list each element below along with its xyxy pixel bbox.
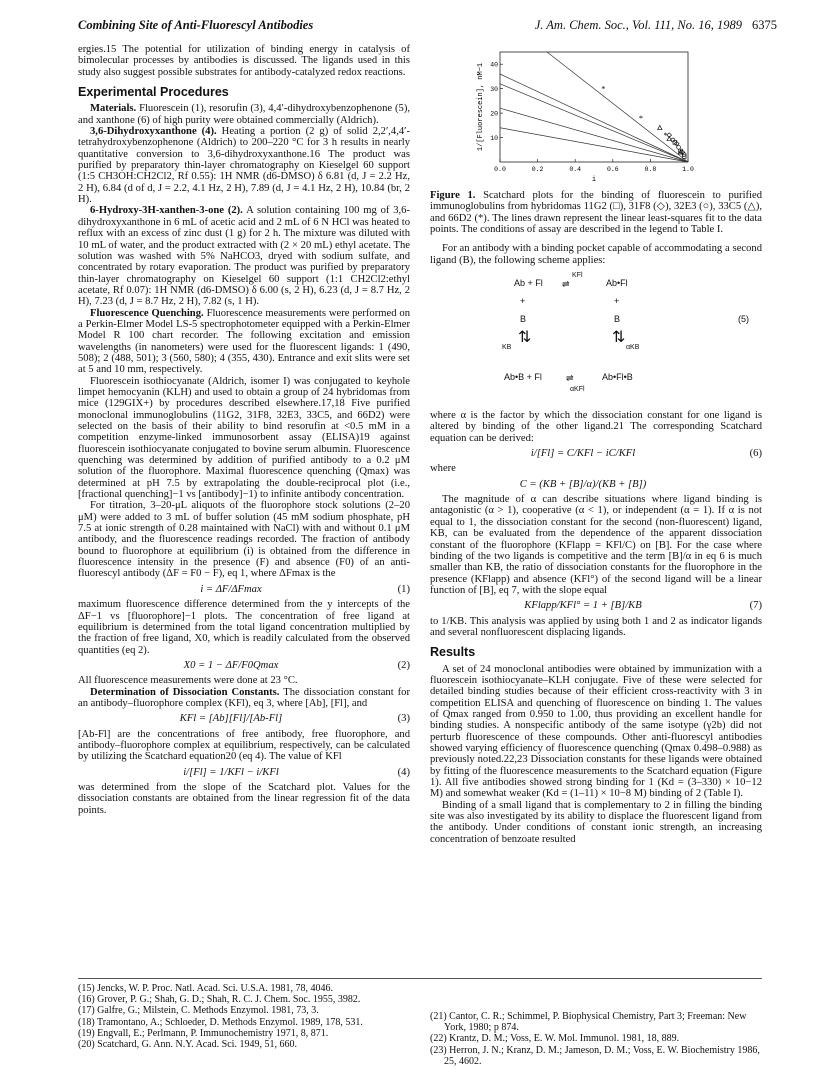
results-paragraph-1: A set of 24 monoclonal antibodies were obtained by immunization with a fluorescein isothiocyanate–KLH conjugate. Five of these were selected for detailed binding studies because of their efficient cross-reactivity with 3 in competition ELISA and quenching of fluorescence on binding 1. The values of Qmax ranged from 0.950 to 1.00, thus providing an excellent handle for binding studies. A nonspecific antibody of the same isotype (γ2b) did not perturb fluorescence of these compounds. Other anti-fluorescyl antibodies showed varying efficiency of fluorescence quenching (Qmax 0.498–0.988) as previously noted.22,23 Dissociation constants for these ligands were obtained by fitting of the fluorescence measurements to the Scatchard equation (Figure 1). All five antibodies showed strong binding for 1 (Kd = (3–330) × 10−12 M) and somewhat weaker (Kd = (1–11) × 10−8 M) binding of 2 (Table I).: [430, 663, 762, 800]
reference-item: (16) Grover, P. G.; Shah, G. D.; Shah, R. C. J. Chem. Soc. 1955, 3982.: [78, 994, 361, 1006]
equation-3: [78, 713, 410, 724]
x-axis-label: i: [591, 176, 597, 184]
data-point-32E3: [677, 145, 681, 149]
scheme-b-left: B: [520, 314, 527, 325]
journal-header: [535, 18, 777, 33]
y-tick-label: 40: [490, 61, 498, 69]
fit-line-32E3: [500, 84, 688, 162]
intro-paragraph: ergies.15 The potential for utilization of binding energy in catalysis of bimolecular processes by antibodies is discussed. The ligands used in this study also suggest possible substrates for antibody-catalyzed redox reactions.: [78, 44, 410, 78]
equation-c-body: C = (KB + [B]/α)/(KB + [B]): [519, 478, 647, 490]
figure-caption: [430, 190, 762, 235]
running-title: Combining Site of Anti-Fluorescyl Antibodies: [78, 18, 314, 32]
reference-item: (20) Scatchard, G. Ann. N.Y. Acad. Sci. 1949, 51, 660.: [78, 1039, 297, 1051]
reference-item: (22) Krantz, D. M.; Voss, E. W. Mol. Immunol. 1981, 18, 889.: [430, 1033, 680, 1045]
after-eq2-paragraph: All fluorescence measurements were done at 23 °C.: [78, 675, 298, 687]
equation-4-body: i/[Fl] = 1/KFl − i/KFl: [183, 766, 279, 778]
scheme-eq-arrow-left: ⇅: [518, 329, 532, 347]
section-heading-experimental: Experimental Procedures: [78, 85, 229, 100]
references-left: [78, 983, 410, 1050]
alpha-paragraph: The magnitude of α can describe situations where ligand binding is antagonistic (α > 1), cooperative (α < 1), or independent (α = 1). If α is not equal to 1, the dissociation constant for the second (non-fluorescent) ligand, KB, can be evaluated from the dependence of the apparent dissociation constant of the fluorophore (KFlapp = KFl/C) on [B]. For the case where binding of the two ligands is competitive and the term [B]/α in eq 6 is much smaller than KB, the ratio of dissociation constants for the fluorophore in the presence (KFlapp) and absence (KFl°) of the second ligand will be a linear function of [B], eq 7, with the slope equal: [430, 494, 762, 596]
dc-heading: Determination of Dissociation Constants.: [90, 686, 280, 698]
dc-text: The dissociation constant for an antibody–fluorophore complex (KFl), eq 3, where [Ab], [Fl], and: [78, 686, 411, 709]
equation-7-number: (7): [749, 600, 762, 612]
equation-2-number: (2): [397, 659, 410, 671]
x-tick-label: 0.0: [494, 166, 506, 173]
equation-1-number: (1): [397, 583, 410, 595]
equation-2-body: X0 = 1 − ΔF/F0Qmax: [183, 659, 279, 671]
references-right: [430, 1011, 762, 1067]
fq-heading: Fluorescence Quenching.: [90, 307, 204, 319]
data-point-33C5: [658, 125, 662, 129]
page-number: 6375: [752, 18, 777, 32]
figure-1: [430, 44, 762, 186]
scheme-b-right: B: [614, 314, 621, 325]
data-point-66D2: *: [601, 84, 606, 94]
equation-4-number: (4): [397, 766, 410, 778]
hxo-heading: 6-Hydroxy-3H-xanthen-3-one (2).: [90, 205, 243, 217]
equation-6-body: i/[Fl] = C/KFl − iC/KFl: [530, 448, 636, 460]
results-paragraph-2: Binding of a small ligand that is complementary to 2 in filling the binding site was also investigated by its ability to displace the fluorescent ligand from the antibody. Under conditions of constant ionic strength, an increasing concentration of benzoate resulted: [430, 799, 762, 845]
journal-citation: J. Am. Chem. Soc., Vol. 111, No. 16, 1989: [534, 18, 742, 32]
right-column: [430, 44, 762, 845]
scheme-plus-left: +: [520, 296, 526, 307]
equation-3-body: KFl = [Ab][Fl]/[Ab-Fl]: [179, 713, 283, 725]
scheme-plus-right: +: [614, 296, 620, 307]
equation-7-body: KFlapp/KFl° = 1 + [B]/KB: [524, 600, 642, 612]
reference-item: (19) Engvall, E.; Perlmann, P. Immunochemistry 1971, 8, 871.: [78, 1027, 329, 1039]
equation-1-body: i = ΔF/ΔFmax: [200, 583, 262, 595]
figure-caption-label: Figure 1.: [430, 190, 476, 201]
dhx-text: Heating a portion (2 g) of solid 2,2′,4,4′-tetrahydroxybenzophenone (Aldrich) to 200–220 °C for 3 h results in nearly quantitative conversion to 3,6-dihydroxyxanthone.16 The product was purified by preparatory thin-layer chromatography on Kieselgel 60 support (1:5 CH3OH:CH2Cl2, Rf 0.55): 1H NMR (d6-DMSO) δ 6.81 (d, J = 2.2 Hz, 2 H), 6.84 (d of d, J = 2.2, 4.1 Hz, 2 H), 7.89 (d, J = 4.1 Hz, 2 H), 10.84 (br, 2 H).: [78, 126, 411, 206]
after-eq3-paragraph: [Ab-Fl] are the concentrations of free antibody, free fluorophore, and antibody–fluorophore complex at equilibrium, respectively, can be calculated by utilizing the Scatchard equation20 (eq 4). The value of KFl: [78, 728, 410, 763]
equation-6-number: (6): [749, 448, 762, 460]
materials-heading: Materials.: [90, 103, 137, 115]
scheme-akfl: αKFl: [570, 386, 585, 394]
hxo-text: A solution containing 100 mg of 3,6-dihydroxyxanthone in 6 mL of acetic acid and 2 mL of 6 N HCl was heated to reflux with an excess of zinc dust (1 g) for 2 h. The mixture was diluted with 10 mL of water, and the product extracted with (2 × 20 mL) ethyl acetate. The solution was washed with 5% NaHCO3, dryed with sodium sulfate, and concentrated by rotary evaporation. The product was purified by preparatory thin-layer chromatography on Kieselgel 60 support (1:1 CH2Cl2:ethyl acetate, Rf 0.07): 1H NMR (d6-DMSO) δ 6.00 (s, 2 H), 6.23 (d, J = 8.7 Hz, 2 H), 7.23 (d, J = 8.7 Hz, 2 H), 7.82 (s, 1 H).: [78, 205, 410, 308]
hxo-paragraph: [78, 205, 410, 307]
scheme-abflb: Ab•Fl•B: [602, 372, 633, 383]
equation-4: [78, 767, 410, 778]
figure-caption-text: Scatchard plots for the binding of fluorescein to purified immunoglobulins from hybridomas 11G2 (□), 31F8 (◇), 32E3 (○), 33C5 (△), and 66D2 (*). The lines drawn represent the linear least-squares fit to the data points. The conditions of assay are described in the legend to Table I.: [430, 190, 762, 236]
reference-item: (17) Galfre, G.; Milstein, C. Methods Enzymol. 1981, 73, 3.: [78, 1005, 319, 1017]
reference-item: (18) Tramontano, A.; Schloeder, D. Methods Enzymol. 1989, 178, 531.: [78, 1016, 363, 1028]
dc-paragraph: [78, 687, 410, 710]
fq-text: Fluorescence measurements were performed on a Perkin-Elmer Model LS-5 spectrophotometer equipped with a Perkin-Elmer Model R 100 chart recorder. The following excitation and emission wavelengths (in nanometers) were used for the fluorescent ligands: 1 (490, 508); 2 (488, 501); 3 (560, 580); 4 (355, 430). Entrance and exit slits were set at 5 and 10 mm, respectively.: [78, 307, 410, 376]
after-eq4-paragraph: was determined from the slope of the Scatchard plot. Values for the dissociation constants are obtained from the linear regression fit of the data points.: [78, 781, 410, 816]
equation-3-number: (3): [397, 713, 410, 725]
y-tick-label: 20: [490, 110, 498, 118]
x-tick-label: 1.0: [682, 166, 694, 173]
materials-text: Fluorescein (1), resorufin (3), 4,4′-dihydroxybenzophenone (5), and xanthone (6) of high purity were obtained commercially (Aldrich).: [78, 103, 410, 126]
plot-frame: [500, 52, 688, 162]
fq-paragraph: [78, 308, 410, 376]
binding-scheme: [430, 272, 762, 404]
equation-6: [430, 448, 762, 459]
scheme-abfl: Ab•Fl: [606, 278, 628, 289]
data-point-66D2: *: [639, 114, 643, 123]
dhx-heading: 3,6-Dihydroxyxanthone (4).: [90, 126, 217, 138]
equation-2: [78, 660, 410, 671]
fit-line-31F8: [500, 108, 688, 162]
scheme-abb-fl: Ab•B + Fl: [504, 372, 542, 383]
footnote-divider: [78, 978, 762, 979]
scheme-akb: αKB: [626, 344, 640, 352]
scatchard-chart: [430, 44, 762, 186]
after-eq1-paragraph: maximum fluorescence difference determined from the y intercepts of the ΔF−1 vs [fluorophore]−1 plots. The concentration of free ligand at equilibrium is determined from the total ligand concentration multiplied by the fraction of free ligand, X0, which is readily calculated from the observed quantities (eq 2).: [78, 599, 410, 656]
scheme-ab-fl: Ab + Fl: [514, 278, 543, 289]
y-axis-label: 1/[Fluorescein], nM−1: [477, 62, 485, 152]
scheme-eq-arrow-right: ⇅: [612, 329, 626, 347]
x-tick-label: 0.2: [531, 166, 544, 173]
scheme-eq-arrow-top: ⇌: [562, 279, 570, 290]
reference-item: (15) Jencks, W. P. Proc. Natl. Acad. Sci. U.S.A. 1981, 78, 4046.: [78, 983, 333, 994]
x-tick-label: 0.6: [606, 166, 619, 173]
section-heading-results: Results: [430, 645, 476, 660]
fit-line-33C5: [500, 74, 688, 162]
fq2-paragraph: Fluorescein isothiocyanate (Aldrich, isomer I) was conjugated to keyhole limpet hemocyanin (KLH) and used to obtain a group of 24 hybridomas from mice (129GIX+) by procedures described elsewhere.17,18 Five purified monoclonal immunoglobulins (11G2, 31F8, 32E3, 33C5, and 66D2) were selected on the basis of their ability to bind resorufin at <0.5 mM in a competition enzyme-linked immunosorbent assay (ELISA)19 against fluorescein isothiocyanate conjugated to bovine serum albumin. Fluorescence quenching was determined by addition of purified antibody to a 0.2 μM solution of the fluorophore. Maximal fluorescence quenching (Qmax) was determined at pH 7.5 by extrapolating the double-reciprocal plot (i.e., [fractional quenching]−1 vs [antibody]−1) to infinite antibody concentration.: [78, 375, 410, 501]
scheme-intro: For an antibody with a binding pocket capable of accommodating a second ligand (B), the following scheme applies:: [430, 243, 762, 266]
data-point-66D2: *: [663, 131, 668, 141]
reference-item: (21) Cantor, C. R.; Schimmel, P. Biophysical Chemistry, Part 3; Freeman: New York, 1980; p 874.: [430, 1011, 747, 1034]
scheme-eq-arrow-bottom: ⇌: [566, 373, 574, 384]
scheme-explanation: where α is the factor by which the dissociation constant for one ligand is altered by binding of the other ligand.21 The corresponding Scatchard equation can be derived:: [430, 410, 762, 444]
where-text: where: [430, 463, 456, 475]
materials-paragraph: [78, 103, 410, 126]
equation-7: [430, 600, 762, 611]
fit-line-66D2: [547, 52, 688, 162]
scheme-kb: KB: [502, 344, 512, 352]
left-column: [78, 44, 410, 816]
fq3-paragraph: For titration, 3–20-μL aliquots of the fluorophore stock solutions (2–20 μM) were added to 3 mL of buffer solution (45 mM sodium phosphate, pH 7.5 at ionic strength of 0.28 maintained with NaCl) with and without 0.1 μM antibody, and the fluorescence readings recorded. The fraction of antibody bound to fluorophore at equilibrium (i) is obtained from the difference in fluorescence intensity in the presence (F) and absence (F0) of an anti-fluorescyl antibody (ΔF = F0 − F), eq 1, where ΔFmax is the: [78, 500, 410, 580]
data-point-33C5: [667, 136, 671, 140]
scheme-number: (5): [738, 314, 749, 325]
after-eq7-paragraph: to 1/KB. This analysis was applied by using both 1 and 2 as indicator ligands and several nonfluorescent displacing ligands.: [430, 615, 762, 638]
x-tick-label: 0.4: [569, 166, 582, 173]
y-tick-label: 30: [490, 86, 498, 94]
equation-c-number: [736, 479, 762, 490]
equation-1: [78, 584, 410, 595]
equation-c: [430, 479, 762, 490]
x-tick-label: 0.8: [644, 166, 657, 173]
reference-item: (23) Herron, J. N.; Kranz, D. M.; Jameson, D. M.; Voss, E. W. Biochemistry 1986, 25, 4602.: [430, 1044, 760, 1067]
fit-line-11G2: [500, 128, 688, 162]
dhx-paragraph: [78, 126, 410, 205]
scheme-kfl: KFl: [572, 272, 583, 280]
y-tick-label: 10: [490, 135, 498, 143]
